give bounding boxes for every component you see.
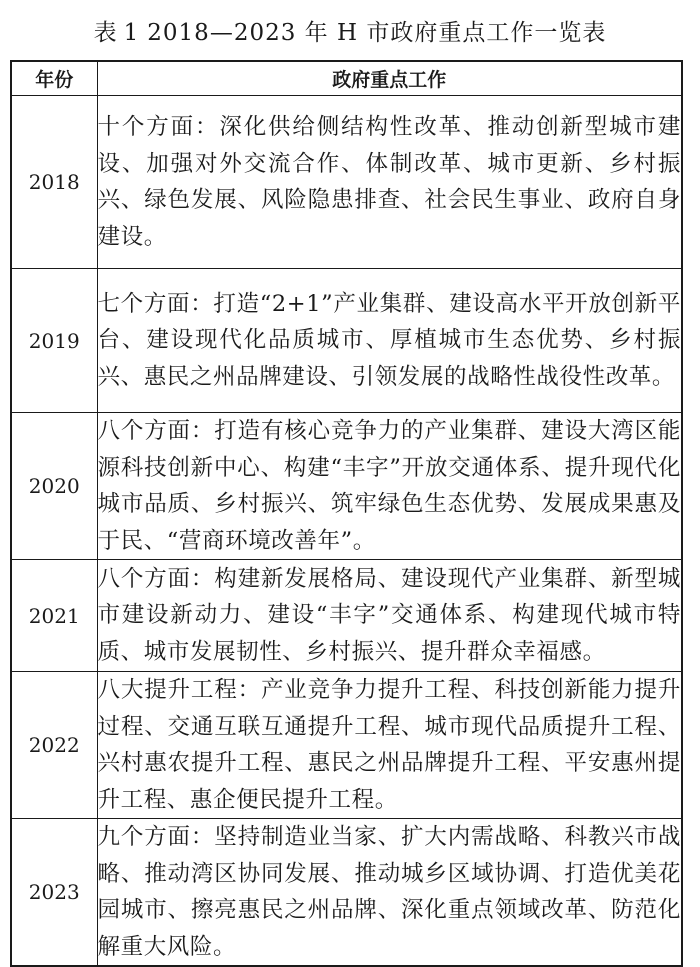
table-row — [11, 560, 682, 672]
table-row — [11, 672, 682, 819]
work-cell: 七个方面：打造“2+1”产业集群、建设高水平开放创新平台、建设现代化品质城市、厚植城市生态优势、乡村振兴、惠民之州品牌建设、引领发展的战略性战役性改革。 — [97, 269, 682, 413]
year-cell: 2023 — [11, 819, 97, 967]
year-cell: 2018 — [11, 96, 97, 269]
header-year: 年份 — [11, 61, 97, 96]
work-summary-table — [10, 60, 683, 967]
header-row — [11, 61, 682, 96]
work-cell: 八大提升工程：产业竞争力提升工程、科技创新能力提升过程、交通互联互通提升工程、城市现代品质提升工程、兴村惠农提升工程、惠民之州品牌提升工程、平安惠州提升工程、惠企便民提升工程。 — [97, 672, 682, 819]
year-cell: 2022 — [11, 672, 97, 819]
header-work: 政府重点工作 — [97, 61, 682, 96]
work-cell: 九个方面：坚持制造业当家、扩大内需战略、科教兴市战略、推动湾区协同发展、推动城乡区域协调、打造优美花园城市、擦亮惠民之州品牌、深化重点领域改革、防范化解重大风险。 — [97, 819, 682, 967]
table-row — [11, 269, 682, 413]
caption-title: 2018—2023 年 H 市政府重点工作一览表 — [147, 20, 607, 46]
caption-number: 1 — [123, 20, 140, 46]
caption-prefix: 表 — [93, 20, 118, 46]
work-cell: 十个方面：深化供给侧结构性改革、推动创新型城市建设、加强对外交流合作、体制改革、城市更新、乡村振兴、绿色发展、风险隐患排查、社会民生事业、政府自身建设。 — [97, 96, 682, 269]
year-cell: 2020 — [11, 413, 97, 560]
year-cell: 2019 — [11, 269, 97, 413]
work-cell: 八个方面：打造有核心竞争力的产业集群、建设大湾区能源科技创新中心、构建“丰字”开放交通体系、提升现代化城市品质、乡村振兴、筑牢绿色生态优势、发展成果惠及于民、“营商环境改善年”。 — [97, 413, 682, 560]
table-row — [11, 96, 682, 269]
work-cell: 八个方面：构建新发展格局、建设现代产业集群、新型城市建设新动力、建设“丰字”交通体系、构建现代城市特质、城市发展韧性、乡村振兴、提升群众幸福感。 — [97, 560, 682, 672]
table-row — [11, 819, 682, 967]
table-row — [11, 413, 682, 560]
table-caption — [0, 14, 700, 47]
year-cell: 2021 — [11, 560, 97, 672]
